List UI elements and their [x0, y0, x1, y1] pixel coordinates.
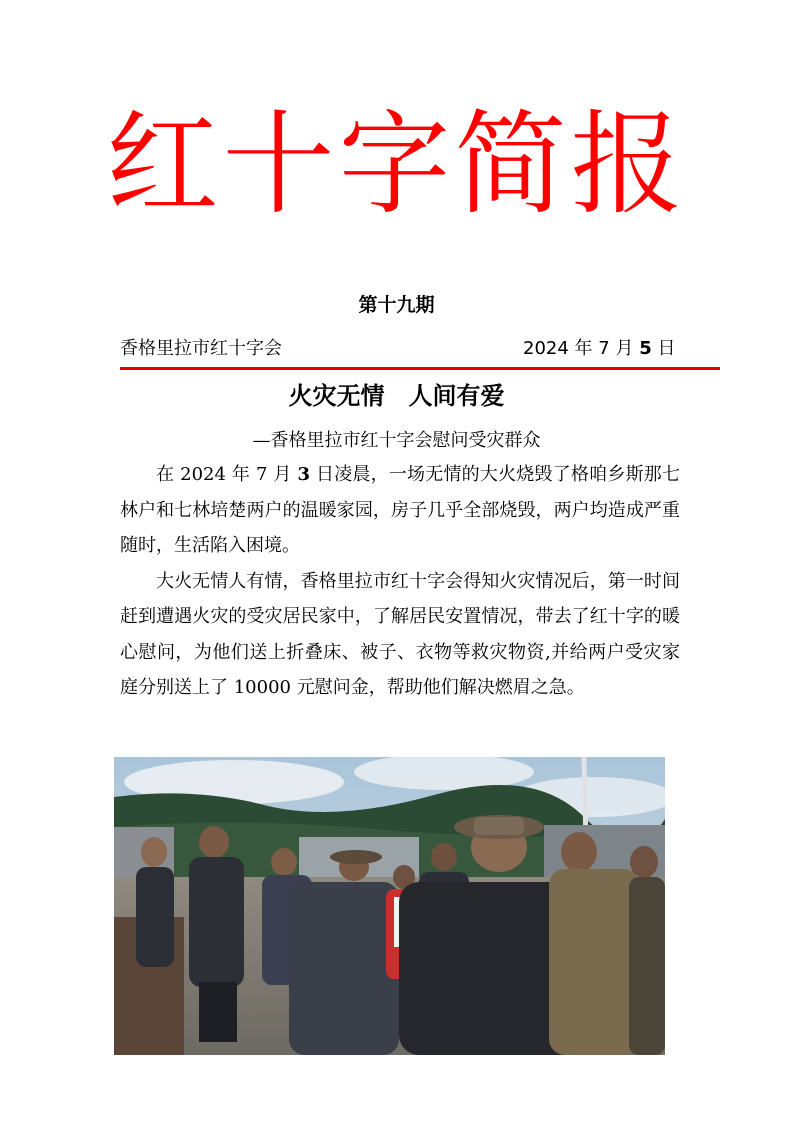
paragraph-1-day: 3 [297, 464, 311, 485]
article-subheadline: —香格里拉市红十字会慰问受灾群众 [252, 430, 541, 451]
date-year: 2024 [523, 338, 569, 359]
date-day-unit: 日 [657, 338, 676, 359]
organization-name: 香格里拉市红十字会 [120, 338, 282, 359]
paragraph-1-lead: 在 2024 年 7 月 [156, 464, 298, 485]
article-paragraph-2: 大火无情人有情，香格里拉市红十字会得知火灾情况后，第一时间赶到遭遇火灾的受灾居民家中，了解居民安置情况，带去了红十字的暖心慰问，为他们送上折叠床、被子、衣物等救灾物资,并给两户受灾家庭分别送上了 10000 元慰问金，帮助他们解决燃眉之急。 [120, 570, 680, 698]
masthead-title: 红十字简报 [106, 100, 687, 230]
header-divider [120, 367, 720, 370]
article-body [120, 457, 680, 706]
article-headline: 火灾无情 人间有爱 [288, 381, 505, 410]
date-month-unit: 月 [615, 338, 634, 359]
news-photo [114, 757, 665, 1055]
date-day: 5 [639, 338, 652, 359]
issue-date [523, 334, 675, 360]
issue-number: 第十九期 [358, 294, 435, 316]
paragraph-1-rest: 日凌晨，一场无情的大火烧毁了格咱乡斯那七林户和七林培楚两户的温暖家园，房子几乎全部烧毁，两户均造成严重随时，生活陷入困境。 [120, 464, 680, 556]
article-paragraph-1 [120, 457, 680, 564]
date-month: 7 [598, 338, 610, 359]
date-year-unit: 年 [574, 338, 593, 359]
